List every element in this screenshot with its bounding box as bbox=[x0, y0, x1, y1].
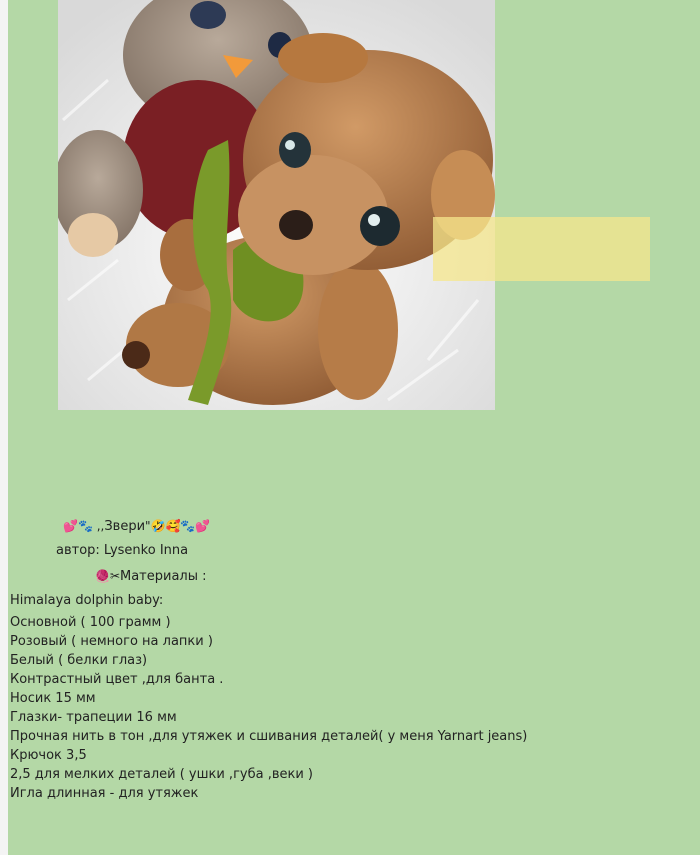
title-prefix: 💕🐾 ,, bbox=[63, 519, 105, 533]
material-item: Прочная нить в тон ,для утяжек и сшивания деталей( у меня Yarnart jeans) bbox=[10, 729, 528, 744]
title-word: Звери bbox=[104, 519, 146, 534]
author-line: автор: Lysenko Inna bbox=[56, 543, 189, 558]
material-item: Розовый ( немного на лапки ) bbox=[10, 634, 213, 649]
material-item: Носик 15 мм bbox=[10, 691, 96, 706]
material-item: 2,5 для мелких деталей ( ушки ,губа ,веки ) bbox=[10, 767, 314, 782]
toy-bear-photo bbox=[58, 0, 495, 410]
material-item: Игла длинная - для утяжек bbox=[10, 786, 199, 801]
yarn-scissors-icon: 🧶✂ bbox=[95, 569, 120, 583]
highlight-marker bbox=[433, 217, 650, 281]
materials-heading-text: Материалы : bbox=[120, 569, 207, 584]
materials-heading bbox=[95, 567, 207, 586]
bear-toy-photo-icon bbox=[58, 0, 495, 410]
title-suffix: "🤣🥰🐾💕 bbox=[145, 519, 211, 533]
yarn-name: Himalaya dolphin baby: bbox=[10, 593, 164, 608]
material-item: Крючок 3,5 bbox=[10, 748, 87, 763]
document-title bbox=[63, 517, 210, 536]
material-item: Глазки- трапеции 16 мм bbox=[10, 710, 177, 725]
material-item: Контрастный цвет ,для банта . bbox=[10, 672, 224, 687]
material-item: Основной ( 100 грамм ) bbox=[10, 615, 171, 630]
material-item: Белый ( белки глаз) bbox=[10, 653, 148, 668]
